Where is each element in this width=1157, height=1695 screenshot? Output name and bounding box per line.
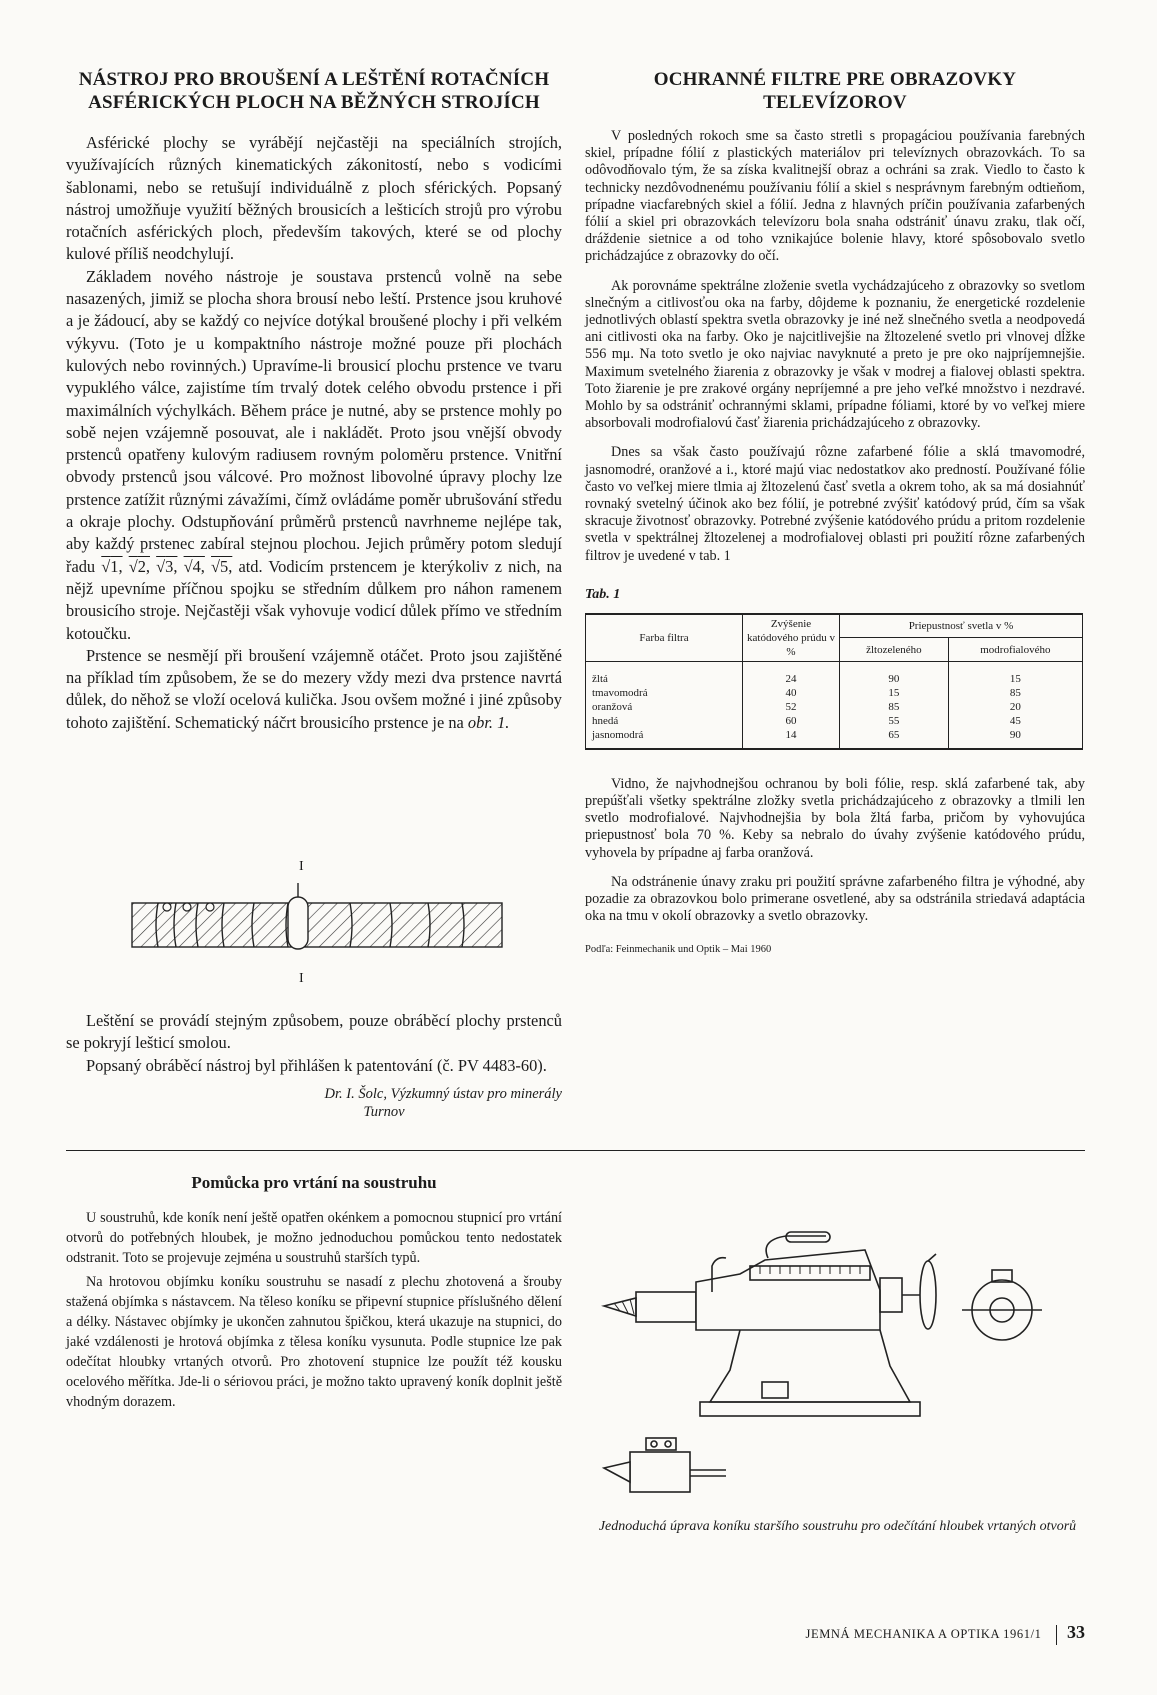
journal-name: JEMNÁ MECHANIKA A OPTIKA 1961/1 — [805, 1627, 1042, 1641]
section-mark-top: I — [299, 859, 304, 874]
tailstock-drawing — [590, 1170, 1085, 1520]
figure-grinding-rings — [128, 855, 508, 995]
article-lathe-drilling — [66, 1172, 562, 1412]
header-color: Farba filtra — [586, 614, 743, 662]
paragraph: Prstence se nesmějí při broušení vzájemně otáčet. Proto jsou zajištěné na příklad tím způsobem, že se do mezery vždy mezi dva prstence navrtá důlek, do něhož se vloží ocelová kulička. Jsou ovšem možné i jiné způsoby tohoto zajištění. Schematický náčrt brousicího prstence je na obr. 1. — [66, 645, 562, 732]
paragraph: Vidno, že najvhodnejšou ochranou by boli fólie, resp. sklá zafarbené tak, aby prepúšťali všetky spektrálne zložky svetla prichádzajúceho z obrazovky a tlmili len svetlo modrofialové. Najvhodnejšia by bola žltá farba, pričom by vyhovujúca priepustnosť bola 70 %. Keby sa nebralo do úvahy zvýšenie katódového prúdu, vyhovela by prípadne aj farba oranžová. — [585, 775, 1085, 861]
source-note: Podľa: Feinmechanik und Optik – Mai 1960 — [585, 943, 772, 955]
paragraph: Ak porovnáme spektrálne zloženie svetla vychádzajúceho z obrazovky so svetlom slnečným a citlivosťou oka na farby, dôjdeme k poznaniu, že energetické rozdelenie jednotlivých oblastí spektra svetla obrazovky je iné než slnečného svetla a neodpovedá ani citlivosti oka na farby. Oko je najcitlivejšie na žltozelené svetlo pri vlnovej dĺžke 556 mμ. Na toto svetlo je oko najviac navyknuté a preto je pre oko najpríjemnejšie. Maximum svetelného žiarenia z obrazovky je však v modrej a fialovej oblasti spektra. Toto žiarenie je pre zrakové orgány nepríjemné a pre jeho veľké množstvo i nezdravé. Mohlo by sa odstrániť ochrannými sklami, prípadne fóliami, ktoré by vo veľkej miere absorbovali modrofialovú časť žiarenia prichádzajúceho z obrazovky. — [585, 277, 1085, 432]
rings-drawing — [128, 883, 508, 983]
filter-table — [585, 613, 1083, 750]
table-row: oranžová 52 85 20 — [586, 700, 1083, 714]
article-tv-filters — [585, 68, 1085, 955]
page-footer — [806, 1622, 1085, 1645]
paragraph: Dnes sa však často používajú rôzne zafarbené fólie a sklá tmavomodré, jasnomodré, oranžové a i., ktoré majú viac nedostatkov ako predností. Používané fólie často vo veľkej miere tlmia aj žltozelenú časť svetla a okrem toho, ak sa má dosiahnúť rovnaký svetelný účinok ako bez fólií, je potrebné zvýšiť katódový prúd, čím sa však skracuje životnosť obrazovky. Potrebné zvýšenie katódového prúdu a pritom rozdelenie svetla v spektrálnej žltozelenej a modrofialovej oblasti pri použití rôzne zafarbených filtrov je uvedené v tab. 1 — [585, 444, 1085, 564]
paragraph: Popsaný obráběcí nástroj byl přihlášen k patentování (č. PV 4483-60). — [86, 1055, 547, 1075]
paragraph: Základem nového nástroje je soustava prstenců volně na sebe nasazených, jimiž se plocha shora brousí nebo leští. Prstence jsou kruhové a je žádoucí, aby se každý co nejvíce dotýkal broušené plochy i při velkém výkyvu. (Toto je u kompaktního nástroje možné pouze při plochách kulových nebo rovinných.) Upravíme-li brousicí plochu prstence ve tvaru vypuklého válce, zajistíme tím trvalý dotek celého obvodu prstence i při maximálních výchylkách. Během práce je nutné, aby se prstence mohly po sobě nejen vzájemně posouvat, ale i nakládět. Proto jsou vnější obvody prstenců opatřeny kulovým radiusem rovným poloměru prstence. Vnitřní obvody prstenců jsou válcové. Pro možnost libovolné úpravy plochy lze prstence zatížit různými závažími, čímž ovládáme poměr ubrušování středu a okraje plochy. Odstupňování průměrů prstenců navrhneme nejlépe tak, aby každý prstenec zabíral stejnou plochou. Jejich průměry potom sledují řadu √1, √2, √3, √4, √5, atd. Vodicím prstencem je kterýkoliv z nich, na nějž upevníme příčnou spojku se středním důlkem pro náhon ramenem brousicího stroje. Nejčastěji však vyhovuje vodicí důlek přímo ve středním kotoučku. — [66, 266, 563, 643]
paragraph: Asférické plochy se vyrábějí nejčastěji na speciálních strojích, využívajících různých kinematických zákonitostí, nebo s vodicími šablonami, nebo se retušují individuálně z ploch sférických. Popsaný nástroj umožňuje využití běžných brousicích a lešticích strojů pro výrobu rotačních asférických ploch, především takových, které se od plochy kulové příliš neodchylují. — [66, 133, 562, 264]
paragraph: Na odstránenie únavy zraku pri použití správne zafarbeného filtra je výhodné, aby pozadie za obrazovkou bolo primerane osvetlené, aby sa odstránila striedavá adaptácia oka na tmu v okolí obrazovky a svetlo obrazovky. — [585, 873, 1085, 925]
table-row: hnedá 60 55 45 — [586, 714, 1083, 728]
paragraph: Na hrotovou objímku koníku soustruhu se nasadí z plechu zhotovená a šrouby stažená objímka s nástavcem. Na těleso koníku se připevní stupnice příslušného dělení a délky. Nástavec objímky je ukončen zahnutou špičkou, která ukazuje na stupnici, do jaké vzdálenosti je hrotová objímka z tělesa koníku vysunuta. Podle stupnice lze pak odečítat hloubky vrtaných otvorů. Pro zhotovení stupnice lze použít též kousku ocelového měřítka. Jde-li o sériovou práci, je možno takto upravený koník doplnit ještě vhodným dorazem. — [66, 1274, 562, 1410]
figure-reference: obr. 1. — [467, 712, 510, 732]
paragraph: V posledných rokoch sme sa často stretli s propagáciou používania farebných skiel, prípadne fólií z plastických materiálov pri televíznych obrazovkách. To sa odôvodňovalo tým, že sa získa kvalitnejší obraz a ochráni sa zrak. Viedlo to často k technicky nezdôvodnenému používaniu fólií a skiel s nesprávnym farebným odtieňom, prípadne viacfarebných skiel a fólií. Jedna z hlavných príčin používania zafarbených fólií a skiel pri obrazovkách televízoru bola snaha odstrániť únavu zraku, tlak očí, dráždenie sietnice a od toho vznikajúce bolenie hlavy, ktoré spôsobovalo svetlo prichádzajúce z obrazovky do očí. — [585, 128, 1085, 265]
header-yellow-green: žltozeleného — [840, 638, 949, 661]
author-signature: Dr. I. Šolc, Výzkumný ústav pro minerály Turnov — [324, 1085, 562, 1120]
article-aspheric-end — [66, 1010, 562, 1121]
section-divider — [66, 1150, 1085, 1151]
table-caption: Tab. 1 — [585, 586, 621, 602]
table-row: žltá 24 90 15 — [586, 661, 1083, 686]
table-row: tmavomodrá 40 15 85 — [586, 686, 1083, 700]
article-title: OCHRANNÉ FILTRE PRE OBRAZOVKY TELEVÍZOROV — [653, 69, 1017, 113]
header-transmit: Priepustnosť svetla v % — [840, 614, 1083, 638]
header-increase: Zvýšenie katódového prúdu v % — [743, 614, 840, 662]
paragraph: U soustruhů, kde koník není ještě opatřen okénkem a pomocnou stupnicí pro vrtání otvorů do potřebných hloubek, je možno jednoduchou pomůckou tento nedostatek odstranit. Toto se projevuje zejména u soustruhů starších typů. — [66, 1210, 562, 1266]
figure-tailstock — [590, 1170, 1085, 1534]
page-number: 33 — [1067, 1622, 1085, 1642]
paragraph: Leštění se provádí stejným způsobem, pouze obráběcí plochy prstenců se pokryjí lešticí smolou. — [66, 1011, 562, 1053]
table-row: jasnomodrá 14 65 90 — [586, 728, 1083, 749]
header-blue-violet: modrofialového — [948, 638, 1082, 661]
section-mark-bottom: I — [299, 971, 304, 986]
article-title: NÁSTROJ PRO BROUŠENÍ A LEŠTĚNÍ ROTAČNÍCH ASFÉRICKÝCH PLOCH NA BĚŽNÝCH STROJÍCH — [78, 69, 550, 113]
figure-caption: Jednoduchá úprava koníku staršího soustruhu pro odečítání hloubek vrtaných otvorů — [598, 1519, 1077, 1534]
article-aspheric — [66, 68, 562, 734]
article-title: Pomůcka pro vrtání na soustruhu — [191, 1173, 437, 1192]
